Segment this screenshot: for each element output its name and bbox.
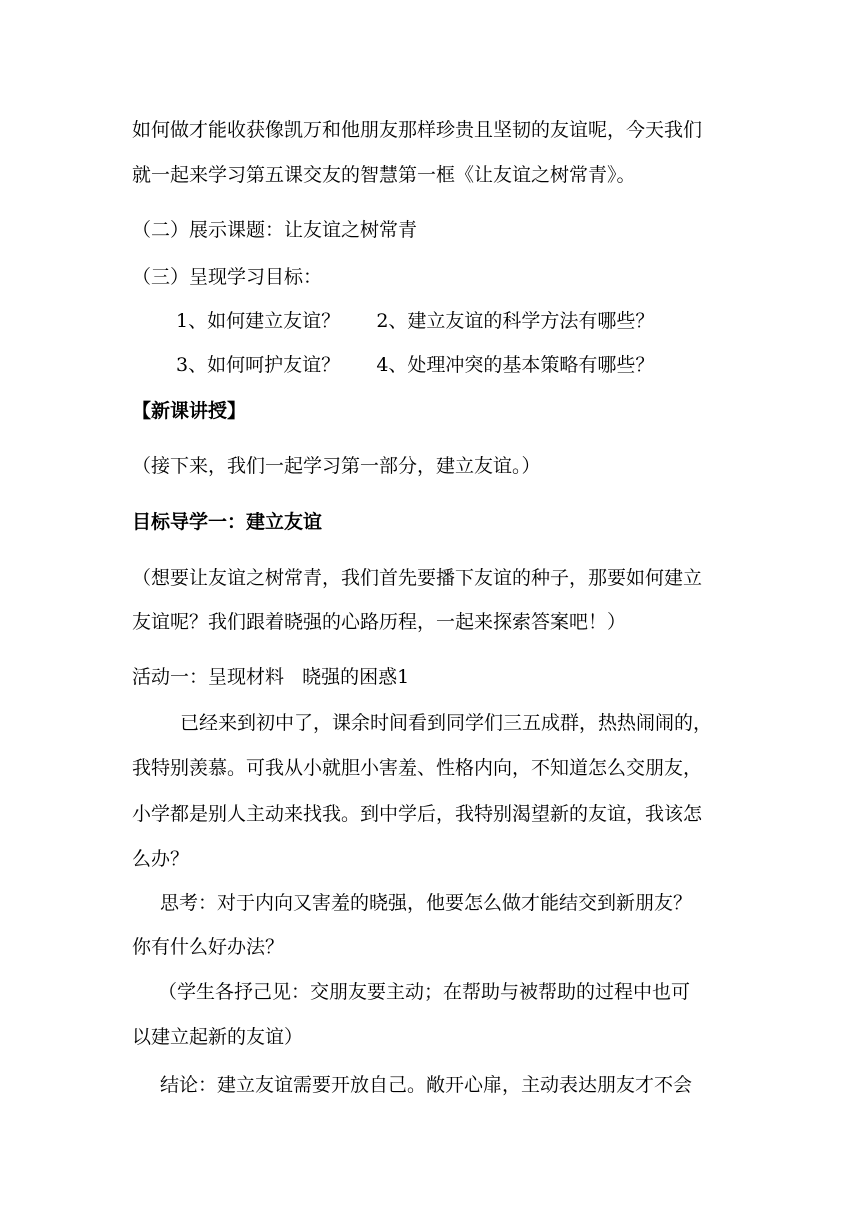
target-heading: 目标导学一：建立友谊 bbox=[132, 511, 323, 533]
goals-row-1: 1、如何建立友谊？ 2、建立友谊的科学方法有哪些？ bbox=[176, 310, 655, 332]
intro-line-2: 就一起来学习第五课交友的智慧第一框《让友谊之树常青》。 bbox=[132, 164, 636, 186]
material-line-4: 么办？ bbox=[132, 848, 190, 870]
transition-text: （接下来，我们一起学习第一部分，建立友谊。） bbox=[132, 455, 541, 477]
section-2-title: （二）展示课题：让友谊之树常青 bbox=[132, 219, 418, 241]
activity-title: 活动一：呈现材料 晓强的困惑1 bbox=[132, 666, 410, 688]
target-intro-line-1: （想要让友谊之树常青，我们首先要播下友谊的种子，那要如何建立 bbox=[132, 567, 703, 589]
section-3-title: （三）呈现学习目标： bbox=[132, 266, 323, 288]
goals-row-2: 3、如何呵护友谊？ 4、处理冲突的基本策略有哪些？ bbox=[176, 354, 655, 376]
think-line-2: 你有什么好办法？ bbox=[132, 936, 285, 958]
new-lesson-heading: 【新课讲授】 bbox=[132, 400, 247, 422]
student-answer-line-2: 以建立起新的友谊） bbox=[132, 1026, 304, 1048]
student-answer-line-1: （学生各抒己见：交朋友要主动；在帮助与被帮助的过程中也可 bbox=[158, 981, 691, 1003]
material-line-1: 已经来到初中了，课余时间看到同学们三五成群，热热闹闹的， bbox=[180, 712, 713, 734]
material-line-2: 我特别羡慕。可我从小就胆小害羞、性格内向，不知道怎么交朋友， bbox=[132, 757, 703, 779]
think-line-1: 思考：对于内向又害羞的晓强，他要怎么做才能结交到新朋友？ bbox=[160, 892, 693, 914]
target-intro-line-2: 友谊呢？我们跟着晓强的心路历程，一起来探索答案吧！） bbox=[132, 611, 627, 633]
material-line-3: 小学都是别人主动来找我。到中学后，我特别渴望新的友谊，我该怎 bbox=[132, 803, 703, 825]
conclusion-line: 结论：建立友谊需要开放自己。敞开心扉，主动表达朋友才不会 bbox=[160, 1074, 693, 1096]
intro-line-1: 如何做才能收获像凯万和他朋友那样珍贵且坚韧的友谊呢，今天我们 bbox=[132, 119, 703, 141]
